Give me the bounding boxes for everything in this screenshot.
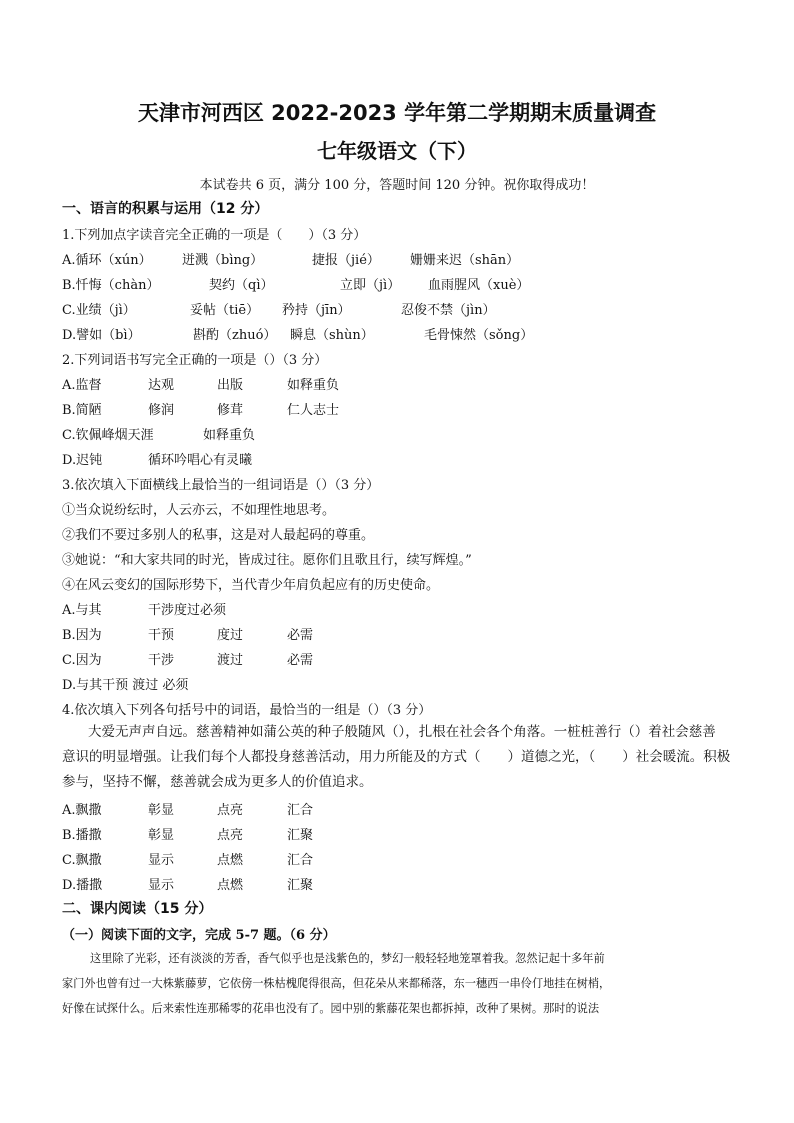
option-text: C.钦佩峰烟天涯 — [62, 428, 154, 443]
option-text: D.譬如（bì） — [62, 328, 141, 343]
option-text: A.循环（xún） — [62, 253, 152, 268]
option-text: 如释重负 — [287, 378, 340, 393]
passage-line: 家门外也曾有过一大株紫藤萝，它依傍一株枯槐爬得很高，但花朵从来都稀落，东一穗西一串伶仃地挂在树梢， — [62, 977, 611, 990]
option-text: 点燃 — [217, 878, 244, 893]
option-text: 点亮 — [217, 803, 244, 818]
option-text: 血雨腥风（xuè） — [428, 278, 530, 293]
option-text: 忍俊不禁（jìn） — [401, 303, 496, 318]
passage-line: 意识的明显增强。让我们每个人都投身慈善活动，用力所能及的方式（ ）道德之光，（ ）社会暖流。积极 — [62, 749, 731, 765]
question-stem: 1.下列加点字读音完全正确的一项是（ ）（3 分） — [62, 228, 367, 243]
option-text: 汇聚 — [287, 828, 314, 843]
option-text: 汇合 — [287, 853, 314, 868]
option-text: 干涉度过必须 — [148, 603, 227, 618]
option-text: D.迟钝 — [62, 453, 103, 468]
option-text: 修茸 — [217, 403, 244, 418]
page-subtitle: 七年级语文（下） — [317, 139, 477, 163]
option-text: 仁人志士 — [287, 403, 340, 418]
sentence: ①当众说纷纭时，人云亦云，不如理性地思考。 — [62, 503, 336, 518]
option-text: 妥帖（tiē） — [190, 303, 260, 318]
sentence: ③她说：“和大家共同的时光，皆成过往。愿你们且歌且行，续写辉煌。” — [62, 553, 472, 568]
option-text: 彰显 — [148, 828, 175, 843]
option-text: C.业绩（jì） — [62, 303, 136, 318]
question-stem: 3.依次填入下面横线上最恰当的一组词语是（）（3 分） — [62, 478, 380, 493]
option-text: 毛骨悚然（sǒng） — [424, 328, 534, 343]
option-text: 点亮 — [217, 828, 244, 843]
option-text: 如释重负 — [203, 428, 256, 443]
option-text: A.与其 — [62, 603, 102, 618]
passage-line: 参与，坚持不懈，慈善就会成为更多人的价值追求。 — [62, 774, 373, 790]
sentence: ②我们不要过多别人的私事，这是对人最起码的尊重。 — [62, 528, 375, 543]
option-text: 立即（jì） — [340, 278, 401, 293]
option-text: 显示 — [148, 853, 175, 868]
option-text: 循环吟唱心有灵曦 — [148, 453, 253, 468]
option-text: 必需 — [287, 628, 314, 643]
option-text: A.监督 — [62, 378, 102, 393]
page-title: 天津市河西区 2022-2023 学年第二学期期末质量调查 — [137, 101, 657, 125]
part-heading: （一）阅读下面的文字，完成 5-7 题。（6 分） — [62, 928, 336, 943]
question-stem: 4.依次填入下列各句括号中的词语，最恰当的一组是（）（3 分） — [62, 703, 432, 718]
option-text: 汇聚 — [287, 878, 314, 893]
option-text: 修润 — [148, 403, 175, 418]
question-stem: 2.下列词语书写完全正确的一项是（）（3 分） — [62, 353, 328, 368]
option-text: 契约（qì） — [209, 278, 274, 293]
option-text: 点燃 — [217, 853, 244, 868]
option-text: D.与其干预 渡过 必须 — [62, 678, 189, 693]
section-heading: 一、语言的积累与运用（12 分） — [62, 201, 269, 217]
option-text: 干涉 — [148, 653, 175, 668]
option-text: 斟酌（zhuó） — [193, 328, 277, 343]
option-text: 达观 — [148, 378, 175, 393]
option-text: 彰显 — [148, 803, 175, 818]
option-text: 度过 — [217, 628, 244, 643]
option-text: 姗姗来迟（shān） — [410, 253, 520, 268]
option-text: 迸溅（bìng） — [182, 253, 264, 268]
option-text: 矜持（jīn） — [282, 303, 351, 318]
option-text: 捷报（jié） — [312, 253, 380, 268]
section-heading: 二、课内阅读（15 分） — [62, 901, 213, 917]
option-text: 瞬息（shùn） — [290, 328, 374, 343]
option-text: B.因为 — [62, 628, 102, 643]
option-text: C.因为 — [62, 653, 102, 668]
option-text: 必需 — [287, 653, 314, 668]
option-text: B.播撒 — [62, 828, 102, 843]
option-text: 干预 — [148, 628, 175, 643]
option-text: 显示 — [148, 878, 175, 893]
option-text: B.忏悔（chàn） — [62, 278, 160, 293]
passage-line: 好像在试探什么。后来索性连那稀零的花串也没有了。园中别的紫藤花架也都拆掉，改种了果树。那时的说法 — [62, 1002, 600, 1015]
option-text: B.简陋 — [62, 403, 102, 418]
option-text: 出版 — [217, 378, 244, 393]
option-text: A.飘撒 — [62, 803, 102, 818]
passage-line: 这里除了光彩，还有淡淡的芳香，香气似乎也是浅紫色的，梦幻一般轻轻地笼罩着我。忽然记起十多年前 — [90, 952, 605, 965]
sentence: ④在风云变幻的国际形势下，当代青少年肩负起应有的历史使命。 — [62, 578, 440, 593]
exam-info: 本试卷共 6 页，满分 100 分，答题时间 120 分钟。祝你取得成功！ — [199, 178, 595, 193]
option-text: D.播撒 — [62, 878, 103, 893]
option-text: 渡过 — [217, 653, 244, 668]
option-text: C.飘撒 — [62, 853, 102, 868]
passage-line: 大爱无声声自远。慈善精神如蒲公英的种子般随风（），扎根在社会各个角落。一桩桩善行（）着社会慈善 — [88, 724, 716, 740]
option-text: 汇合 — [287, 803, 314, 818]
